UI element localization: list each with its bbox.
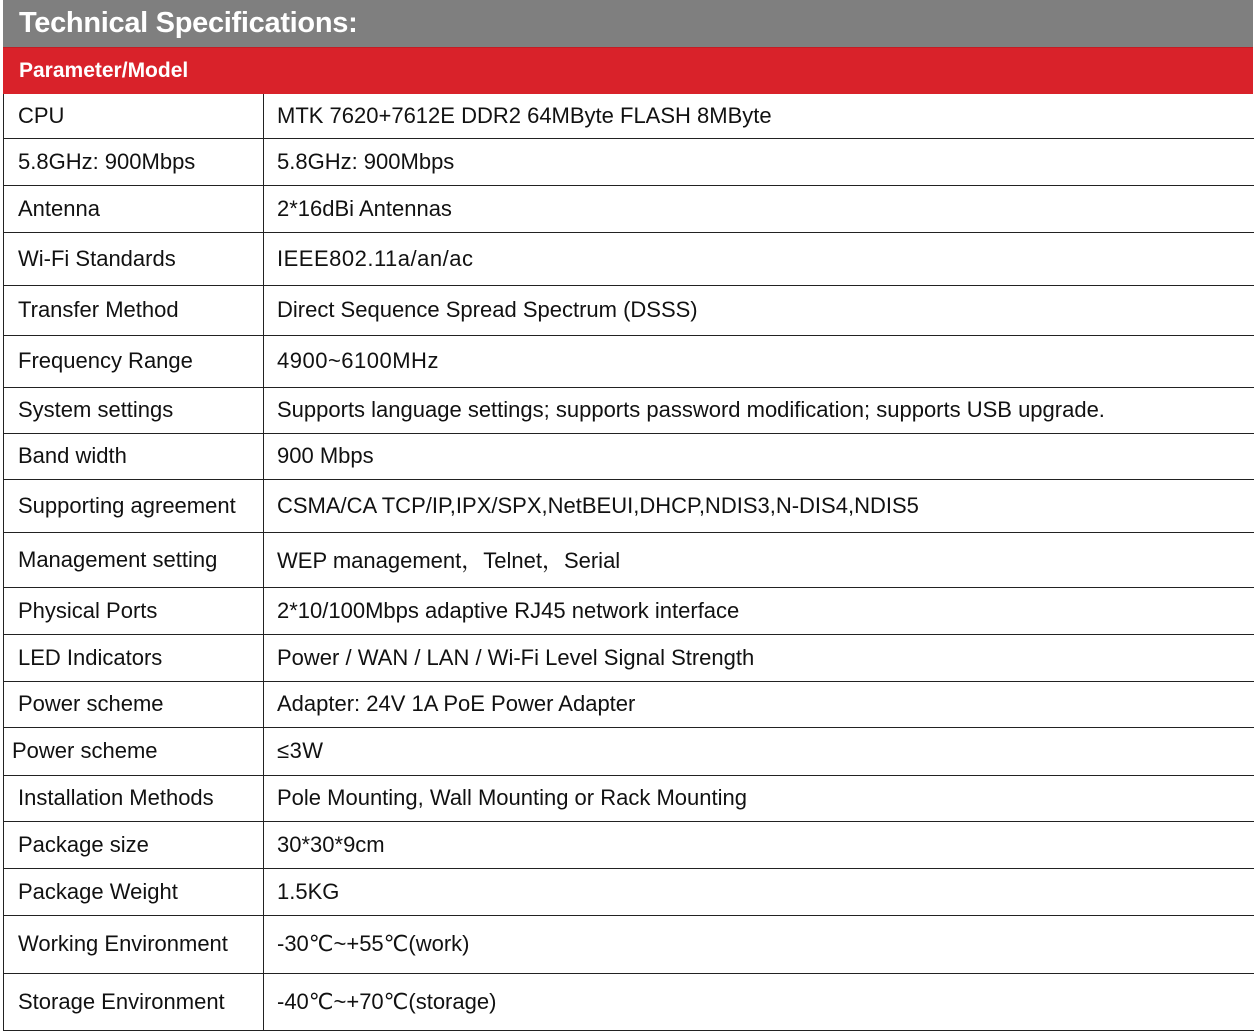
param-cell: Antenna (4, 185, 264, 232)
value-cell: Supports language settings; supports password modification; supports USB upgrade. (264, 387, 1254, 433)
param-cell: Supporting agreement (4, 479, 264, 532)
param-cell: Storage Environment (4, 973, 264, 1030)
table-row (4, 821, 1254, 868)
param-cell: CPU (4, 94, 264, 138)
value-cell: ≤3W (264, 727, 1254, 775)
value-cell: WEP management，Telnet，Serial (264, 532, 1254, 587)
value-cell: 4900~6100MHz (264, 335, 1254, 387)
value-cell: 1.5KG (264, 868, 1254, 915)
table-row (4, 868, 1254, 915)
table-row (4, 285, 1254, 335)
param-cell: Physical Ports (4, 587, 264, 634)
value-cell: 2*10/100Mbps adaptive RJ45 network interface (264, 587, 1254, 634)
param-cell: System settings (4, 387, 264, 433)
table-row (4, 94, 1254, 138)
param-cell: Power scheme (4, 681, 264, 727)
table-row (4, 138, 1254, 185)
table-row (4, 634, 1254, 681)
param-cell: Package size (4, 821, 264, 868)
param-cell: Package Weight (4, 868, 264, 915)
spec-table (3, 94, 1254, 1031)
param-cell: Power scheme (4, 727, 264, 775)
value-cell: CSMA/CA TCP/IP,IPX/SPX,NetBEUI,DHCP,NDIS3,N-DIS4,NDIS5 (264, 479, 1254, 532)
table-row (4, 185, 1254, 232)
value-cell: Power / WAN / LAN / Wi-Fi Level Signal Strength (264, 634, 1254, 681)
value-cell: Adapter: 24V 1A PoE Power Adapter (264, 681, 1254, 727)
table-row (4, 532, 1254, 587)
value-cell: 5.8GHz: 900Mbps (264, 138, 1254, 185)
table-row (4, 727, 1254, 775)
value-cell: -30℃~+55℃(work) (264, 915, 1254, 973)
table-row (4, 973, 1254, 1030)
table-header: Parameter/Model (3, 47, 1253, 94)
table-row (4, 681, 1254, 727)
value-cell: MTK 7620+7612E DDR2 64MByte FLASH 8MByte (264, 94, 1254, 138)
value-cell: IEEE802.11a/an/ac (264, 232, 1254, 285)
table-row (4, 915, 1254, 973)
value-cell: -40℃~+70℃(storage) (264, 973, 1254, 1030)
param-cell: Management setting (4, 532, 264, 587)
param-cell: Band width (4, 433, 264, 479)
value-cell: Direct Sequence Spread Spectrum (DSSS) (264, 285, 1254, 335)
table-row (4, 587, 1254, 634)
param-cell: Installation Methods (4, 775, 264, 821)
table-row (4, 775, 1254, 821)
param-cell: Working Environment (4, 915, 264, 973)
value-cell: 2*16dBi Antennas (264, 185, 1254, 232)
value-cell: 900 Mbps (264, 433, 1254, 479)
table-row (4, 433, 1254, 479)
param-cell: Frequency Range (4, 335, 264, 387)
table-row (4, 232, 1254, 285)
value-cell: 30*30*9cm (264, 821, 1254, 868)
table-row (4, 335, 1254, 387)
spec-sheet (3, 0, 1253, 1031)
value-cell: Pole Mounting, Wall Mounting or Rack Mounting (264, 775, 1254, 821)
param-cell: Wi-Fi Standards (4, 232, 264, 285)
param-cell: 5.8GHz: 900Mbps (4, 138, 264, 185)
section-title: Technical Specifications: (3, 0, 1253, 47)
table-row (4, 387, 1254, 433)
param-cell: Transfer Method (4, 285, 264, 335)
table-row (4, 479, 1254, 532)
param-cell: LED Indicators (4, 634, 264, 681)
